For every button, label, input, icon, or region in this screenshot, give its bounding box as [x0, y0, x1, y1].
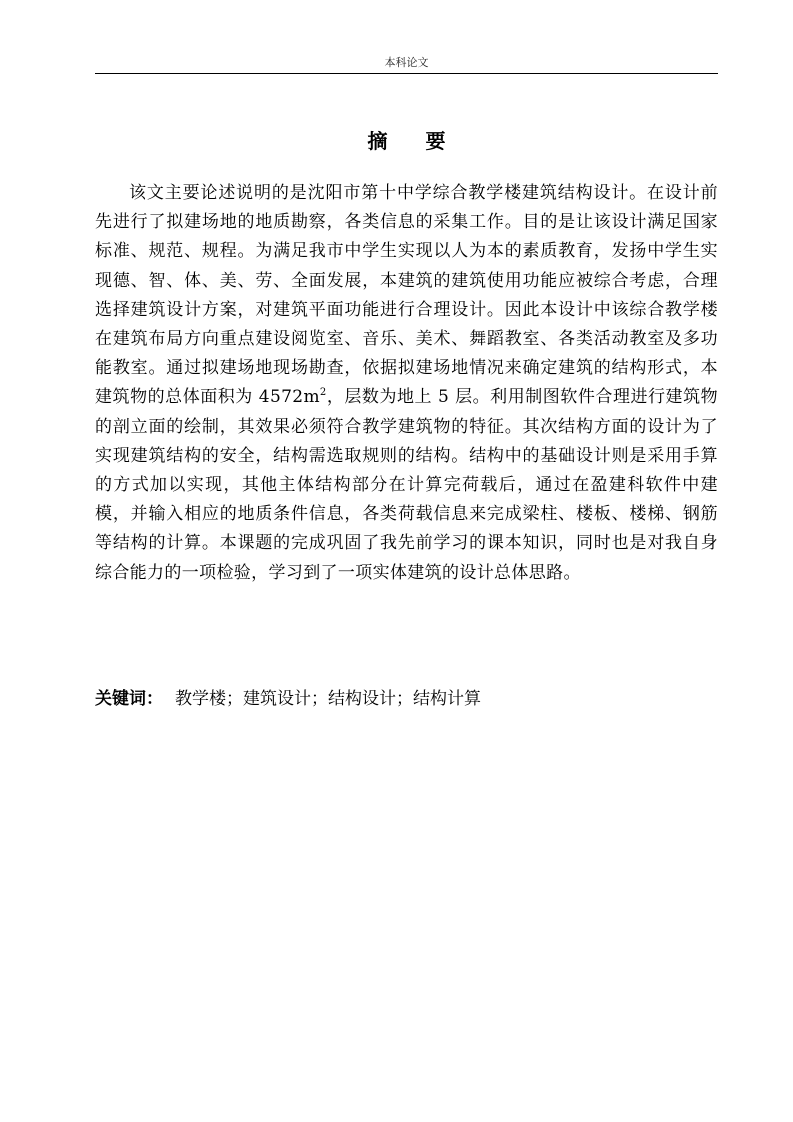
header-rule — [95, 73, 718, 74]
abstract-body — [95, 179, 718, 588]
keywords-label: 关键词： — [95, 689, 163, 709]
keywords-line — [95, 687, 718, 711]
abstract-text-part-1: 该文主要论述说明的是沈阳市第十中学综合教学楼建筑结构设计。在设计前先进行了拟建场地的地质勘察，各类信息的采集工作。目的是让该设计满足国家标准、规范、规程。为满足我市中学生实现以人为本的素质教育，发扬中学生实现德、智、体、美、劳、全面发展，本建筑的建筑使用功能应被综合考虑，合理选择建筑设计方案，对建筑平面功能进行合理设计。因此本设计中该综合教学楼在建筑布局方向重点建设阅览室、音乐、美术、舞蹈教室、各类活动教室及多功能教室。通过拟建场地现场勘查，依据拟建场地情况来确定建筑的结构形式，本建筑物的总体面积为 4572m — [95, 183, 718, 408]
keywords-value: 教学楼；建筑设计；结构设计；结构计算 — [175, 689, 481, 709]
abstract-text-part-2: ，层数为地上 5 层。利用制图软件合理进行建筑物的剖立面的绘制，其效果必须符合教学建筑物的特征。其次结构方面的设计为了实现建筑结构的安全，结构需选取规则的结构。结构中的基础设计则是采用手算的方式加以实现，其他主体结构部分在计算完荷载后，通过在盈建科软件中建模，并输入相应的地质条件信息，各类荷载信息来完成梁柱、楼板、楼梯、钢筋等结构的计算。本课题的完成巩固了我先前学习的课本知识，同时也是对我自身综合能力的一项检验，学习到了一项实体建筑的设计总体思路。 — [95, 387, 718, 583]
title-char-2: 要 — [425, 129, 446, 153]
title-char-1: 摘 — [367, 129, 388, 153]
area-unit-superscript: 2 — [319, 387, 327, 399]
abstract-title — [95, 128, 718, 154]
running-header: 本科论文 — [384, 56, 429, 69]
